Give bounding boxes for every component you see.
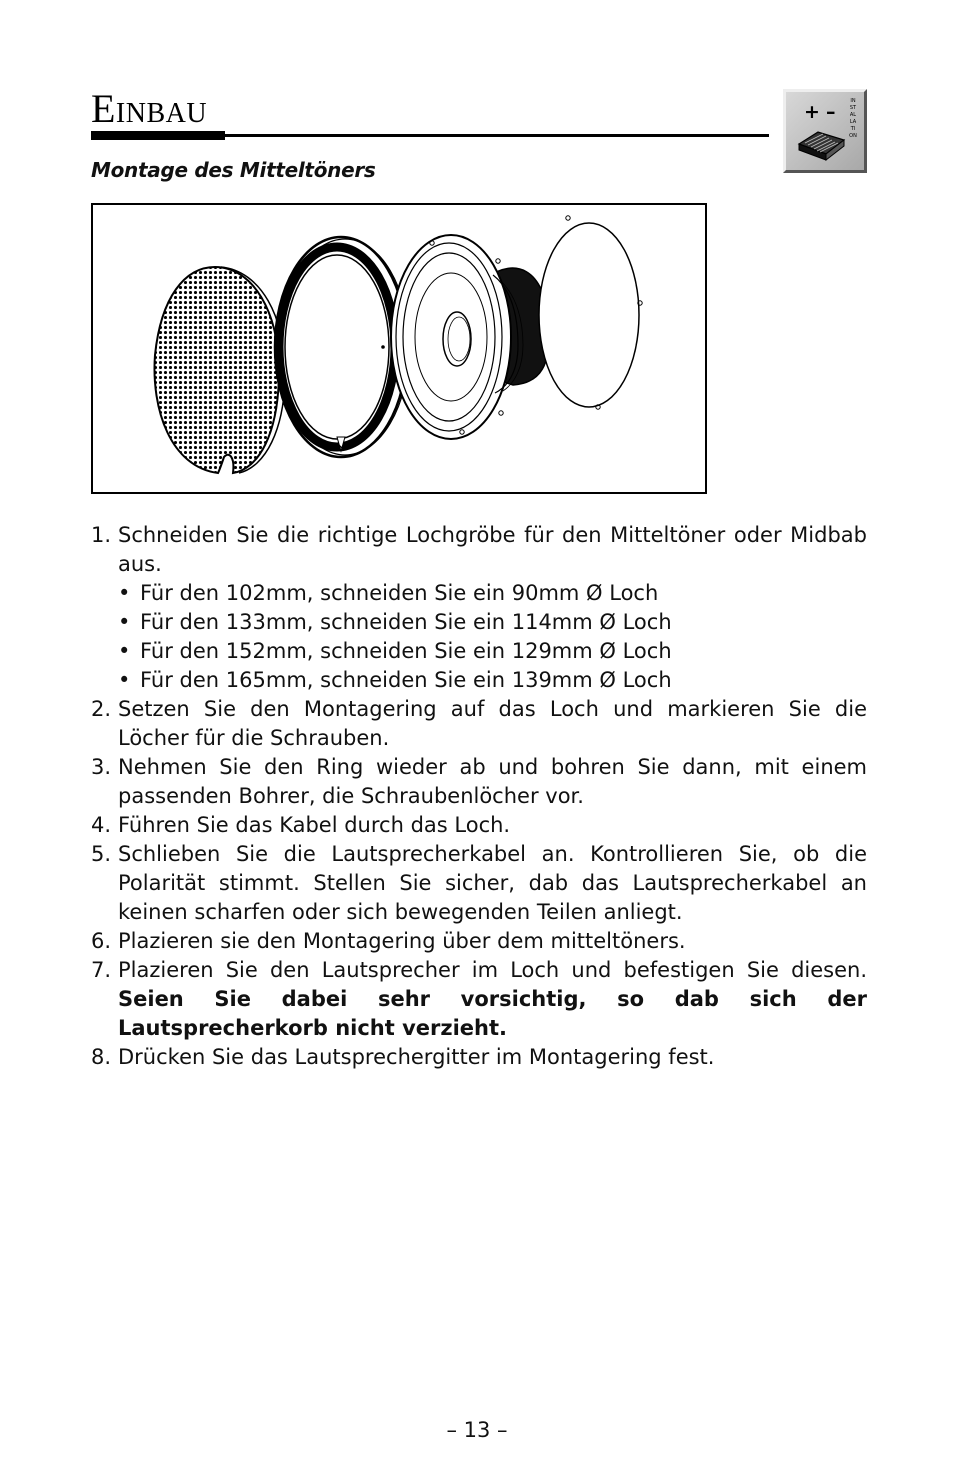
step-number: 7. [91, 958, 112, 982]
speaker-assembly-illustration [93, 205, 704, 491]
step-item [91, 521, 867, 695]
minus-icon: – [826, 101, 836, 123]
step-text: Nehmen Sie den Ring wieder ab und bohren Sie dann, mit einem passenden Bohrer, die Schraubenlöcher vor. [118, 755, 867, 808]
step-number: 5. [91, 842, 112, 866]
installation-steps [91, 521, 867, 1072]
page-number: – 13 – [446, 1418, 508, 1442]
title-rule-thin [225, 134, 769, 137]
bullet-item: • Für den 152mm, schneiden Sie ein 129mm Ø Loch [118, 639, 672, 663]
step-text: Schneiden Sie die richtige Lochgröbe für den Mitteltöner oder Midbab aus. [118, 523, 867, 576]
step-item [91, 695, 867, 753]
bullet-text: Für den 152mm, schneiden Sie ein 129mm Ø Loch [140, 639, 672, 663]
amplifier-icon [796, 126, 846, 162]
step-number: 1. [91, 523, 112, 547]
step-item [91, 927, 867, 956]
mounting-ring [275, 237, 409, 457]
installation-badge [783, 89, 867, 173]
mounting-gasket [539, 216, 642, 409]
speaker-grille [155, 267, 285, 473]
badge-vertical-label: INSTALLATION [849, 98, 857, 139]
step-item [91, 1043, 867, 1072]
section-subtitle: Montage des Mitteltöners [91, 158, 376, 182]
step-text: Drücken Sie das Lautsprechergitter im Montagering fest. [118, 1045, 715, 1069]
cutout-size-list [118, 579, 867, 695]
step-item [91, 753, 867, 811]
step-item [91, 840, 867, 927]
step-text: Plazieren sie den Montagering über dem mitteltöners. [118, 929, 686, 953]
step-number: 2. [91, 697, 112, 721]
bullet-item: • Für den 102mm, schneiden Sie ein 90mm Ø Loch [118, 581, 659, 605]
plus-icon: + [804, 101, 820, 123]
step-text: Setzen Sie den Montagering auf das Loch und markieren Sie die Löcher für die Schrauben. [118, 697, 867, 750]
bullet-text: Für den 165mm, schneiden Sie ein 139mm Ø Loch [140, 668, 672, 692]
speaker-exploded-diagram [91, 203, 707, 494]
step-text: Plazieren Sie den Lautsprecher im Loch und befestigen Sie diesen. [118, 958, 867, 982]
step-text: Schlieben Sie die Lautsprecherkabel an. Kontrollieren Sie, ob die Polarität stimmt. Stellen Sie sicher, dab das Lautsprecherkabel an keinen scharfen oder sich bewegenden Teilen anliegt. [118, 842, 867, 924]
step-item [91, 811, 867, 840]
bullet-item: • Für den 133mm, schneiden Sie ein 114mm Ø Loch [118, 610, 672, 634]
step-text: Führen Sie das Kabel durch das Loch. [118, 813, 511, 837]
bullet-text: Für den 133mm, schneiden Sie ein 114mm Ø Loch [140, 610, 672, 634]
step-number: 6. [91, 929, 112, 953]
page-title: Einbau [91, 86, 208, 131]
midrange-speaker [391, 235, 549, 439]
step-warning: Seien Sie dabei sehr vorsichtig, so dab sich der Lautsprecherkorb nicht verzieht. [118, 987, 867, 1040]
step-number: 4. [91, 813, 112, 837]
step-item [91, 956, 867, 1043]
step-number: 8. [91, 1045, 112, 1069]
title-rule-thick [91, 131, 225, 140]
bullet-item: • Für den 165mm, schneiden Sie ein 139mm Ø Loch [118, 668, 672, 692]
step-number: 3. [91, 755, 112, 779]
bullet-text: Für den 102mm, schneiden Sie ein 90mm Ø Loch [140, 581, 659, 605]
